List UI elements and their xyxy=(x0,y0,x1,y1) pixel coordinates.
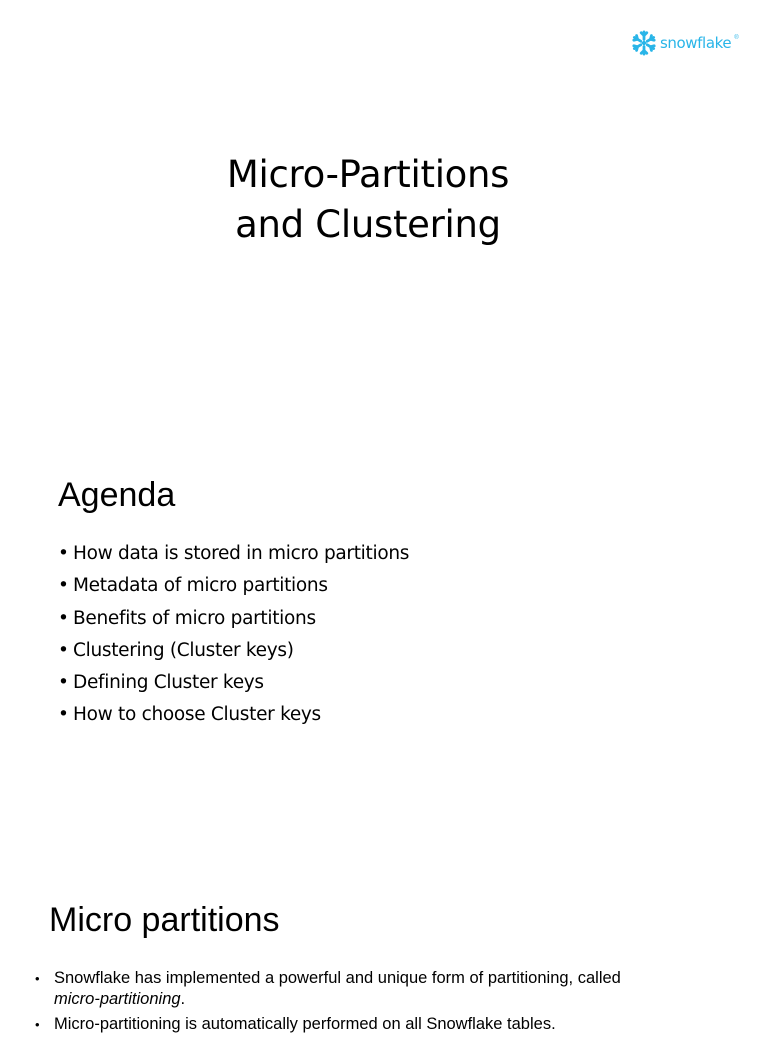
presentation-title xyxy=(0,150,736,250)
bullet-1-emphasis: micro-partitioning xyxy=(54,990,181,1008)
bullet-icon: • xyxy=(35,971,40,986)
micro-partitions-slide xyxy=(0,860,768,1033)
bullet-icon: • xyxy=(58,607,69,629)
micro-partitions-heading: Micro partitions xyxy=(49,901,280,939)
agenda-item-label: How data is stored in micro partitions xyxy=(73,543,410,564)
agenda-item xyxy=(58,667,409,699)
list-item xyxy=(35,1014,655,1035)
agenda-list xyxy=(58,538,409,732)
bullet-icon: • xyxy=(58,639,69,661)
agenda-item-label: Benefits of micro partitions xyxy=(73,607,316,629)
bullet-icon: • xyxy=(58,543,69,564)
agenda-item xyxy=(58,635,409,667)
logo-wordmark: snowflake xyxy=(660,34,732,52)
agenda-item xyxy=(58,603,409,635)
title-slide xyxy=(0,0,768,450)
agenda-item-label: How to choose Cluster keys xyxy=(73,704,321,726)
agenda-slide xyxy=(0,450,768,860)
registered-mark: ® xyxy=(734,35,739,41)
agenda-item xyxy=(58,538,409,570)
title-line-2: and Clustering xyxy=(235,203,501,246)
agenda-item xyxy=(58,570,409,602)
snowflake-logo xyxy=(631,29,739,57)
micro-partitions-list xyxy=(35,968,655,1039)
agenda-item-label: Defining Cluster keys xyxy=(73,672,264,694)
agenda-item-label: Clustering (Cluster keys) xyxy=(73,639,294,661)
bullet-1-end: . xyxy=(180,990,186,1008)
agenda-heading: Agenda xyxy=(58,476,176,514)
bullet-2-text: Micro-partitioning is automatically performed on all Snowflake tables. xyxy=(54,1015,556,1033)
title-line-1: Micro-Partitions xyxy=(226,153,510,196)
bullet-icon: • xyxy=(35,1017,40,1032)
bullet-icon: • xyxy=(58,704,69,726)
bullet-1-text: Snowflake has implemented a powerful and unique form of partitioning, called xyxy=(54,969,621,987)
bullet-icon: • xyxy=(58,672,69,694)
snowflake-icon xyxy=(631,29,657,57)
list-item xyxy=(35,968,655,1010)
agenda-item-label: Metadata of micro partitions xyxy=(73,575,328,597)
bullet-icon: • xyxy=(58,575,69,597)
agenda-item xyxy=(58,699,409,731)
